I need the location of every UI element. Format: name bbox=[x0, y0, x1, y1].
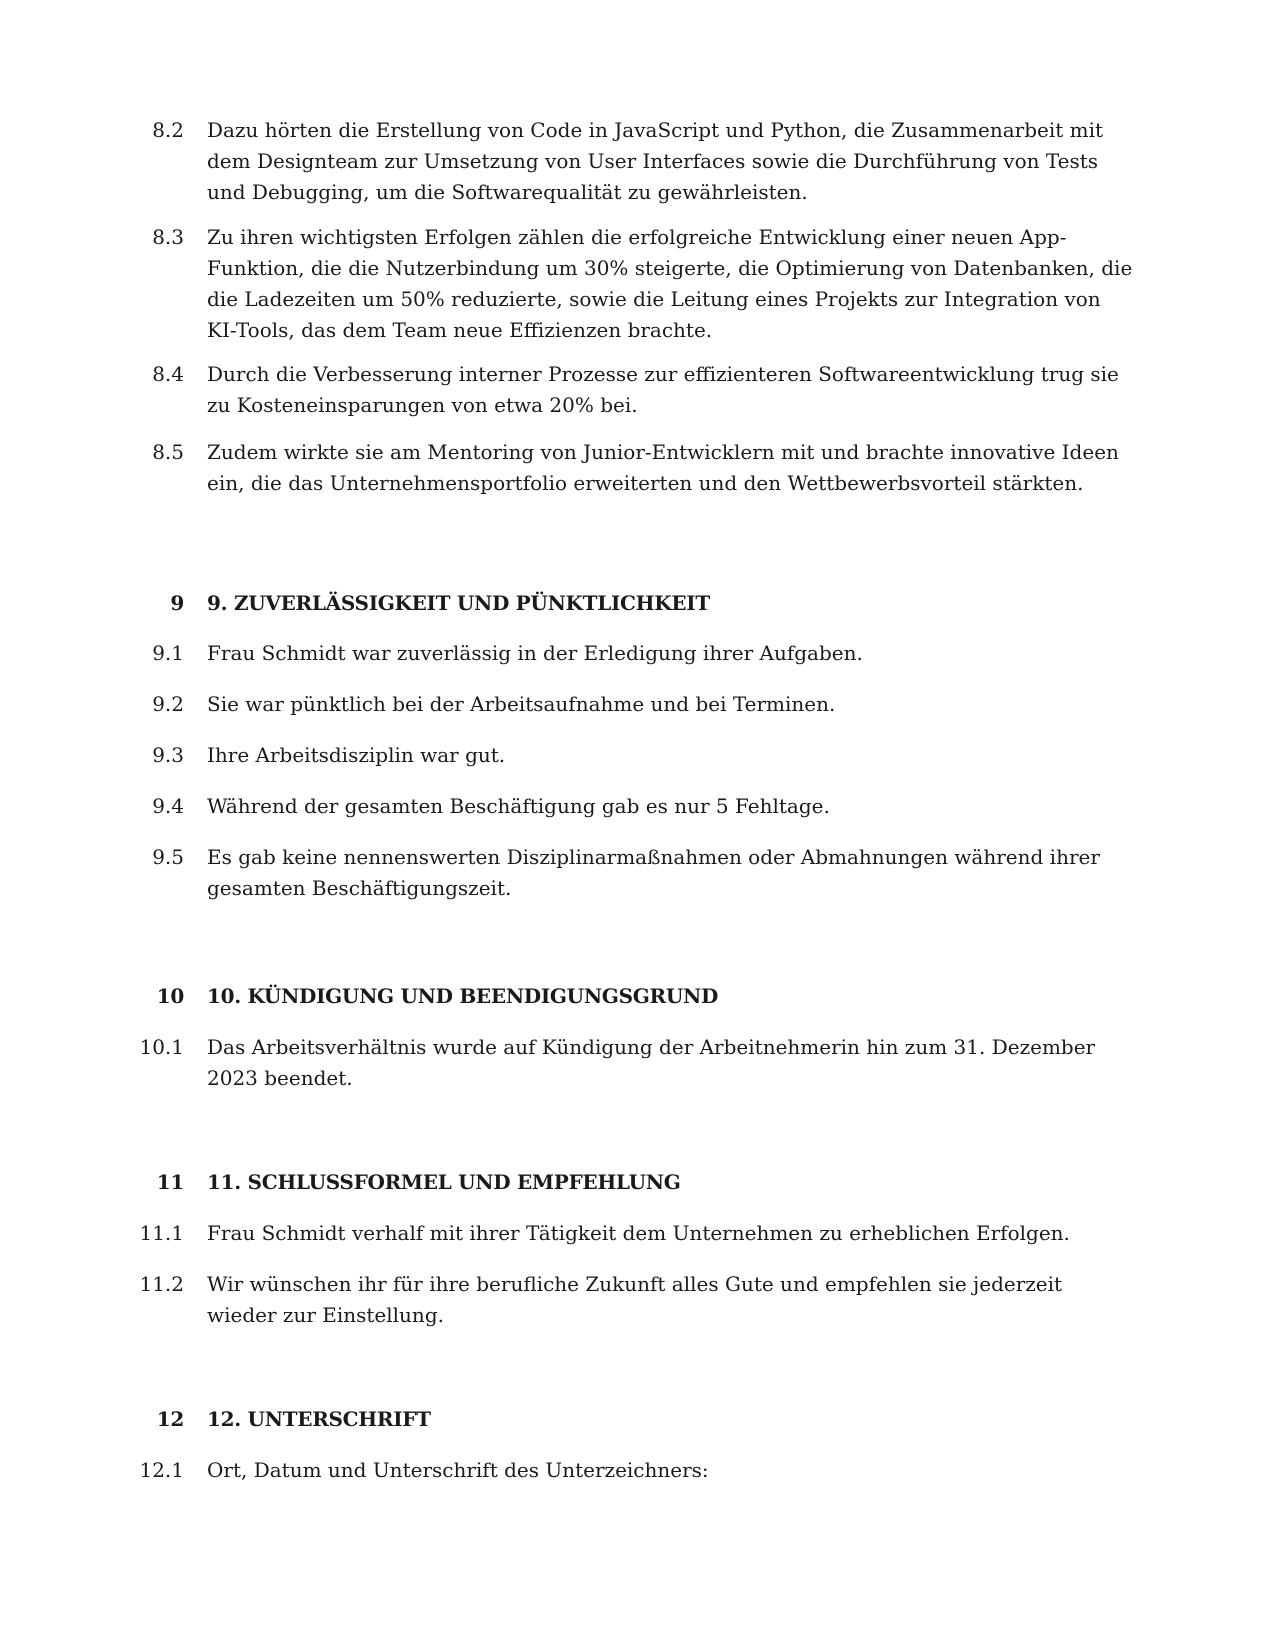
list-item-9-1 bbox=[0, 638, 1275, 669]
item-text: Sie war pünktlich bei der Arbeitsaufnahme und bei Terminen. bbox=[207, 692, 836, 716]
list-item-8-5 bbox=[0, 437, 1275, 499]
item-text: Zu ihren wichtigsten Erfolgen zählen die erfolgreiche Entwicklung einer neuen App-Funktion, die die Nutzerbindung um 30% steigerte, die Optimierung von Datenbanken, die die Ladezeiten um 50% reduzierte, sowie die Leitung eines Projekts zur Integration von KI-Tools, das dem Team neue Effizienzen brachte. bbox=[207, 225, 1133, 342]
item-number: 8.2 bbox=[152, 118, 184, 142]
item-text: Dazu hörten die Erstellung von Code in JavaScript und Python, die Zusammenarbeit mit dem Designteam zur Umsetzung von User Interfaces sowie die Durchführung von Tests und Debugging, um die Softwarequalität zu gewährleisten. bbox=[207, 118, 1104, 204]
heading-number: 11 bbox=[156, 1170, 184, 1194]
list-item-8-2 bbox=[0, 115, 1275, 208]
item-text: Zudem wirkte sie am Mentoring von Junior-Entwicklern mit und brachte innovative Ideen ein, die das Unternehmensportfolio erweiterten und den Wettbewerbsvorteil stärkten. bbox=[207, 440, 1119, 495]
item-number: 9.4 bbox=[152, 794, 184, 818]
section-heading bbox=[0, 1404, 1275, 1435]
item-number: 9.5 bbox=[152, 845, 184, 869]
heading-text: 12. UNTERSCHRIFT bbox=[207, 1407, 431, 1431]
section-heading bbox=[0, 1167, 1275, 1198]
heading-number: 10 bbox=[156, 984, 184, 1008]
item-number: 9.2 bbox=[152, 692, 184, 716]
item-text: Frau Schmidt war zuverlässig in der Erledigung ihrer Aufgaben. bbox=[207, 641, 863, 665]
item-text: Während der gesamten Beschäftigung gab es nur 5 Fehltage. bbox=[207, 794, 830, 818]
heading-text: 11. SCHLUSSFORMEL UND EMPFEHLUNG bbox=[207, 1170, 681, 1194]
list-item-11-1 bbox=[0, 1218, 1275, 1249]
item-number: 11.1 bbox=[139, 1221, 184, 1245]
section-heading bbox=[0, 588, 1275, 619]
item-number: 8.5 bbox=[152, 440, 184, 464]
item-text: Wir wünschen ihr für ihre berufliche Zukunft alles Gute und empfehlen sie jederzeit wieder zur Einstellung. bbox=[207, 1272, 1063, 1327]
list-item-11-2 bbox=[0, 1269, 1275, 1331]
item-number: 9.1 bbox=[152, 641, 184, 665]
list-item-9-4 bbox=[0, 791, 1275, 822]
list-item-8-4 bbox=[0, 359, 1275, 421]
item-text: Es gab keine nennenswerten Disziplinarmaßnahmen oder Abmahnungen während ihrer gesamten Beschäftigungszeit. bbox=[207, 845, 1100, 900]
heading-number: 9 bbox=[170, 591, 184, 615]
item-text: Frau Schmidt verhalf mit ihrer Tätigkeit dem Unternehmen zu erheblichen Erfolgen. bbox=[207, 1221, 1070, 1245]
list-item-9-2 bbox=[0, 689, 1275, 720]
item-text: Das Arbeitsverhältnis wurde auf Kündigung der Arbeitnehmerin hin zum 31. Dezember 2023 beendet. bbox=[207, 1035, 1096, 1090]
item-number: 9.3 bbox=[152, 743, 184, 767]
item-number: 12.1 bbox=[139, 1458, 184, 1482]
list-item-12-1 bbox=[0, 1455, 1275, 1486]
list-item-8-3 bbox=[0, 222, 1275, 346]
item-text: Ihre Arbeitsdisziplin war gut. bbox=[207, 743, 506, 767]
item-number: 8.3 bbox=[152, 225, 184, 249]
heading-text: 10. KÜNDIGUNG UND BEENDIGUNGSGRUND bbox=[207, 984, 718, 1008]
item-number: 8.4 bbox=[152, 362, 184, 386]
list-item-9-3 bbox=[0, 740, 1275, 771]
item-number: 11.2 bbox=[139, 1272, 184, 1296]
heading-text: 9. ZUVERLÄSSIGKEIT UND PÜNKTLICHKEIT bbox=[207, 591, 710, 615]
list-item-9-5 bbox=[0, 842, 1275, 904]
heading-number: 12 bbox=[156, 1407, 184, 1431]
section-heading bbox=[0, 981, 1275, 1012]
item-text: Ort, Datum und Unterschrift des Unterzeichners: bbox=[207, 1458, 709, 1482]
item-text: Durch die Verbesserung interner Prozesse zur effizienteren Softwareentwicklung trug sie zu Kosteneinsparungen von etwa 20% bei. bbox=[207, 362, 1119, 417]
item-number: 10.1 bbox=[139, 1035, 184, 1059]
list-item-10-1 bbox=[0, 1032, 1275, 1094]
